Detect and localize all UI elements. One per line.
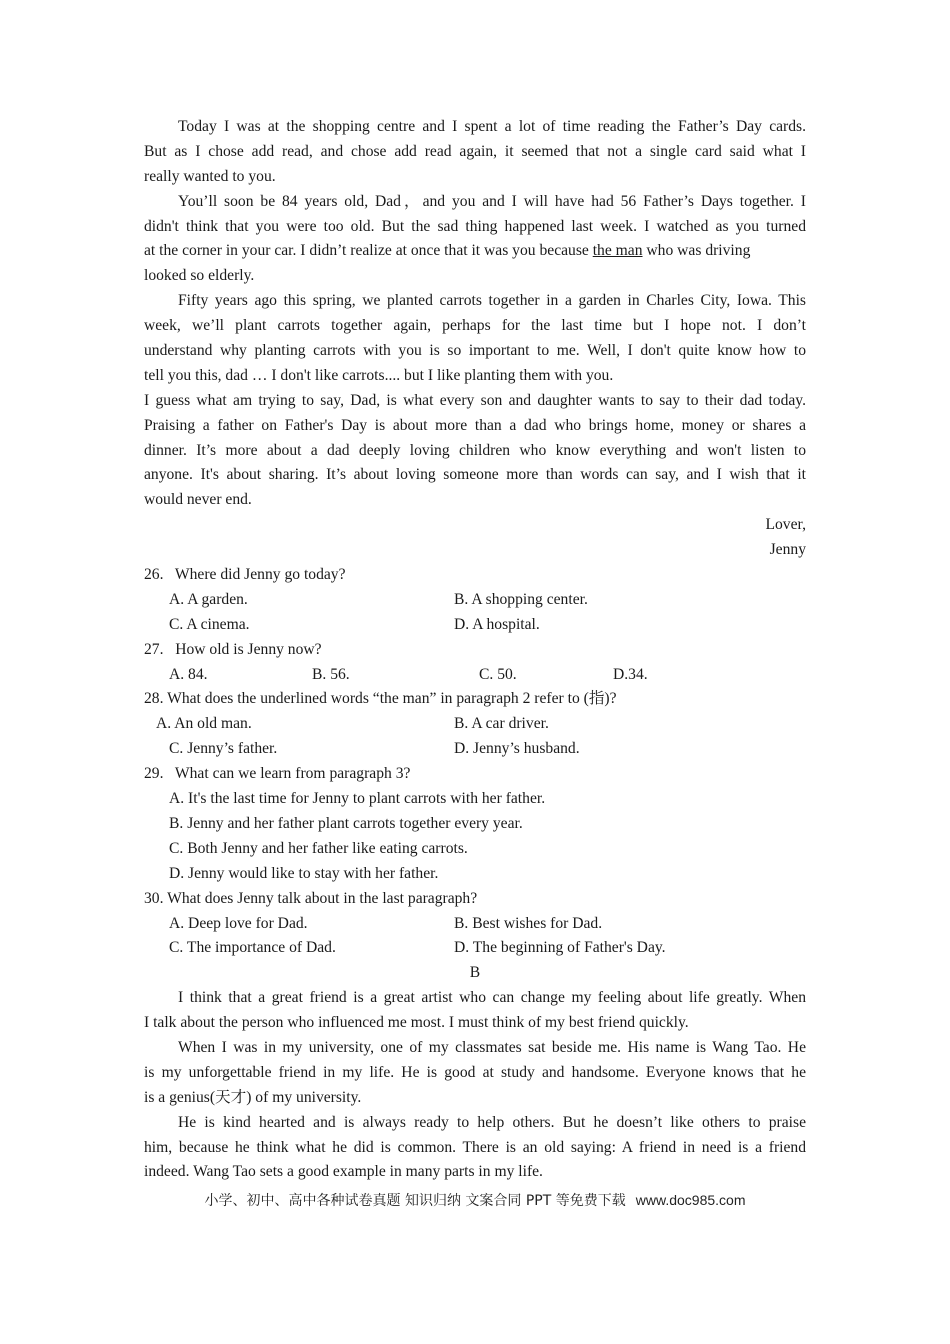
footer-site-link[interactable]: www.doc985.com [635, 1192, 746, 1208]
question-stem: 30. What does Jenny talk about in the last paragraph? [144, 889, 478, 907]
paragraph-3 [144, 289, 806, 389]
option-row [144, 663, 806, 688]
option-c: C. Jenny’s father. [169, 740, 278, 758]
option-row [144, 737, 806, 762]
option-a: A. A garden. [169, 590, 248, 608]
question-stem: 27. How old is Jenny now? [144, 640, 322, 658]
paragraph-b2 [144, 1036, 806, 1111]
option-a: A. An old man. [156, 715, 252, 733]
text-line: Fifty years ago this spring, we planted carrots together in a garden in Charles City, Iowa. This [178, 292, 806, 310]
text-line: When I was in my university, one of my classmates sat beside me. His name is Wang Tao. He [178, 1038, 806, 1056]
question-29 [144, 762, 806, 886]
paragraph-b3 [144, 1111, 806, 1186]
question-stem: 28. What does the underlined words “the man” in paragraph 2 refer to (指)? [144, 690, 617, 708]
text-line: him, because he think what he did is common. There is an old saying: A friend in need is a friend [144, 1138, 806, 1156]
question-stem: 26. Where did Jenny go today? [144, 566, 346, 584]
question-26 [144, 563, 806, 638]
paragraph-2 [144, 190, 806, 290]
option-c: C. 50. [479, 665, 517, 683]
text-line: dinner. It’s more about a dad deeply loving children who know everything and won't listen to [144, 441, 806, 459]
option-b: B. Best wishes for Dad. [454, 914, 603, 932]
text-line: is my unforgettable friend in my life. He is good at study and handsome. Everyone knows that he [144, 1063, 806, 1081]
letter-closing: Lover, [765, 516, 806, 534]
text-line: indeed. Wang Tao sets a good example in many parts in my life. [144, 1163, 543, 1181]
text-line: You’ll soon be 84 years old, Dad，and you and I will have had 56 Father’s Days together. I [178, 192, 806, 210]
text-line: Today I was at the shopping centre and I spent a lot of time reading the Father’s Day cards. [178, 118, 806, 135]
text-line: anyone. It's about sharing. It’s about loving someone more than words can say, and I wish that it [144, 466, 806, 484]
option-b: B. A car driver. [454, 715, 549, 733]
option-b: B. 56. [312, 665, 350, 683]
document-body [144, 115, 806, 1185]
option-row [144, 912, 806, 937]
section-heading: B [469, 964, 481, 982]
text-line: He is kind hearted and is always ready to help others. But he doesn’t like others to praise [178, 1113, 806, 1131]
paragraph-b1 [144, 986, 806, 1036]
option-a: A. It's the last time for Jenny to plant carrots with her father. [169, 790, 546, 808]
letter-signature: Jenny [769, 541, 806, 559]
text-fragment: who was driving [642, 242, 751, 260]
option-b: B. Jenny and her father plant carrots together every year. [169, 814, 523, 832]
text-line: I guess what am trying to say, Dad, is what every son and daughter wants to say to their dad today. [144, 391, 806, 409]
underlined-phrase: the man [592, 242, 643, 260]
option-a: A. 84. [169, 665, 208, 683]
option-d: D. Jenny’s husband. [454, 740, 580, 758]
option-d: D. A hospital. [454, 615, 540, 633]
option-row [144, 712, 806, 737]
question-30 [144, 887, 806, 962]
option-row [144, 588, 806, 613]
text-fragment: at the corner in your car. I didn’t realize at once that it was you because [144, 242, 593, 260]
option-d: D.34. [613, 665, 648, 683]
option-c: C. Both Jenny and her father like eating carrots. [169, 839, 468, 857]
option-row [144, 936, 806, 961]
text-line: would never end. [144, 491, 252, 509]
text-line: week, we’ll plant carrots together again, perhaps for the last time but I hope not. I don’t [144, 317, 806, 335]
text-line: really wanted to you. [144, 167, 276, 185]
option-b: B. A shopping center. [454, 590, 588, 608]
text-line: tell you this, dad … I don't like carrots.... but I like planting them with you. [144, 366, 614, 384]
text-line: But as I chose add read, and chose add read again, it seemed that not a single card said what I [144, 142, 806, 160]
paragraph-4 [144, 389, 806, 513]
option-d: D. The beginning of Father's Day. [454, 939, 666, 957]
text-line: understand why planting carrots with you is so important to me. Well, I don't quite know how to [144, 342, 806, 360]
option-d: D. Jenny would like to stay with her father. [169, 864, 439, 882]
text-line: I think that a great friend is a great artist who can change my feeling about life greatly. When [178, 989, 806, 1007]
question-28 [144, 687, 806, 762]
paragraph-1 [144, 115, 806, 190]
text-line: I talk about the person who influenced me most. I must think of my best friend quickly. [144, 1014, 689, 1032]
text-line: is a genius(天才) of my university. [144, 1088, 362, 1106]
question-stem: 29. What can we learn from paragraph 3? [144, 765, 411, 783]
text-line: looked so elderly. [144, 267, 255, 285]
text-line: didn't think that you were too old. But the sad thing happened last week. I watched as you turned [144, 217, 806, 235]
page-footer [0, 1188, 950, 1212]
option-c: C. The importance of Dad. [169, 939, 336, 957]
text-line: Praising a father on Father's Day is about more than a dad who brings home, money or shares a [144, 416, 806, 434]
text-line [144, 239, 806, 264]
option-row [144, 613, 806, 638]
option-c: C. A cinema. [169, 615, 250, 633]
footer-text: 小学、初中、高中各种试卷真题 知识归纳 文案合同 PPT 等免费下载 [204, 1193, 626, 1209]
option-a: A. Deep love for Dad. [169, 914, 308, 932]
question-27 [144, 638, 806, 688]
